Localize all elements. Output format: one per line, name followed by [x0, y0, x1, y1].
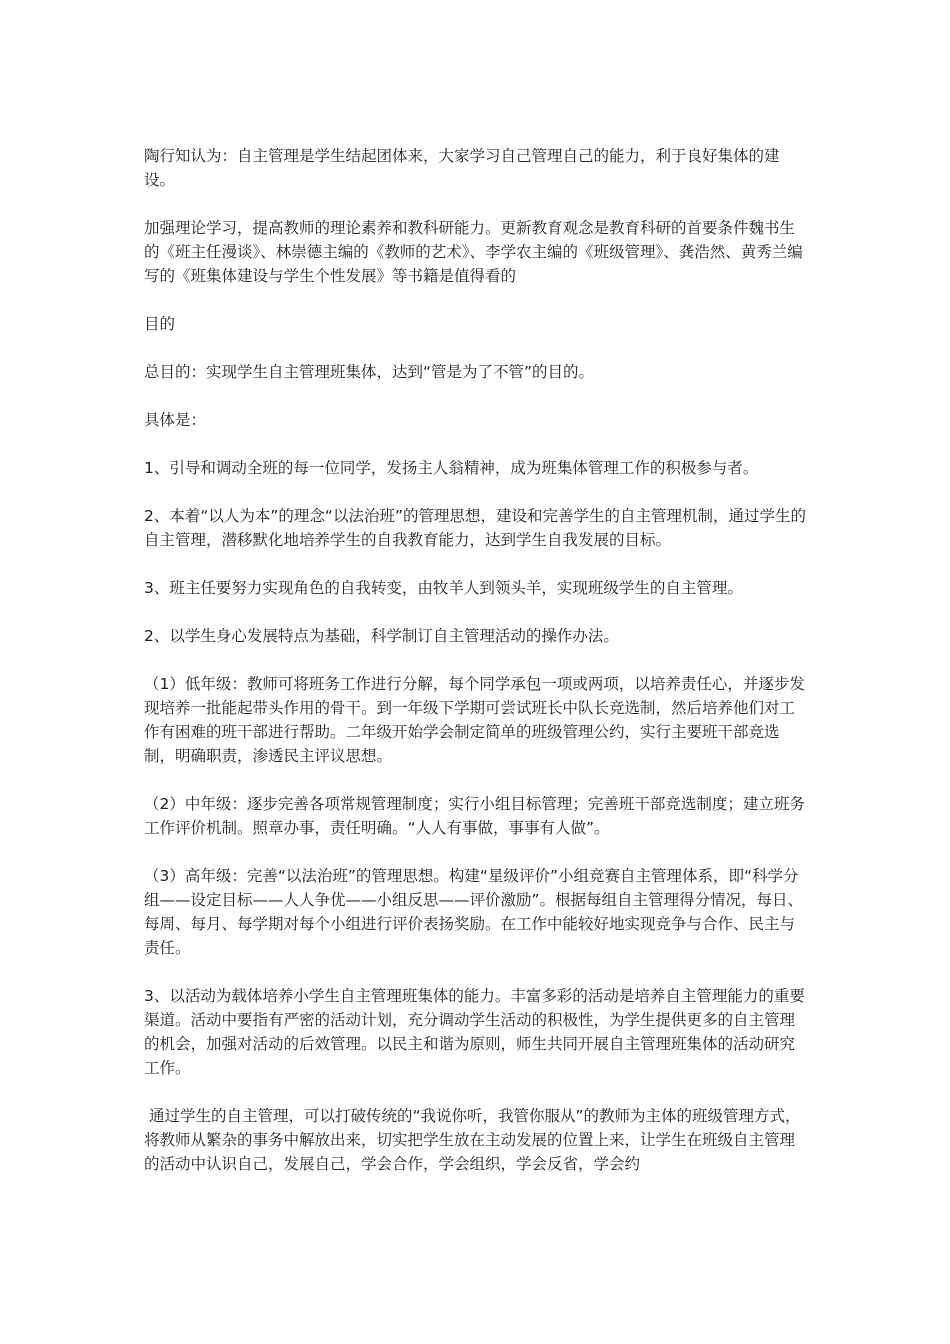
paragraph-middle-grade: （2）中年级：逐步完善各项常规管理制度；实行小组目标管理；完善班干部竞选制度；建立班务工作评价机制。照章办事，责任明确。“人人有事做，事事有人做”。 — [144, 795, 805, 837]
list-item-3: 3、班主任要努力实现角色的自我转变，由牧羊人到领头羊，实现班级学生的自主管理。 — [144, 579, 743, 597]
list-item-2: 2、本着“以人为本”的理念“以法治班”的管理思想，建设和完善学生的自主管理机制，通过学生的自主管理，潜移默化地培养学生的自我教育能力，达到学生自我发展的目标。 — [144, 507, 806, 549]
paragraph-conclusion: 通过学生的自主管理，可以打破传统的“我说你听，我管你服从”的教师为主体的班级管理方式，将教师从繁杂的事务中解放出来，切实把学生放在主动发展的位置上来，让学生在班级自主管理的活动中认识自己，发展自己，学会合作，学会组织，学会反省，学会约 — [144, 1107, 801, 1173]
paragraph-intro-quote: 陶行知认为：自主管理是学生结起团体来，大家学习自己管理自己的能力，利于良好集体的建设。 — [144, 147, 780, 189]
paragraph-high-grade: （3）高年级：完善“以法治班”的管理思想。构建“星级评价”小组竞赛自主管理体系，即“科学分组——设定目标——人人争优——小组反思——评价激励”。根据每组自主管理得分情况，每日、每周、每月、每学期对每个小组进行评价表扬奖励。在工作中能较好地实现竞争与合作、民主与责任。 — [144, 867, 804, 957]
list-item-method-2: 2、以学生身心发展特点为基础，科学制订自主管理活动的操作办法。 — [144, 627, 619, 645]
list-item-1: 1、引导和调动全班的每一位同学，发扬主人翁精神，成为班集体管理工作的积极参与者。 — [144, 459, 759, 477]
paragraph-specific-intro: 具体是： — [144, 411, 207, 429]
document-body — [144, 144, 810, 1200]
paragraph-overall-goal: 总目的：实现学生自主管理班集体，达到“管是为了不管”的目的。 — [144, 363, 595, 381]
paragraph-low-grade: （1）低年级：教师可将班务工作进行分解，每个同学承包一项或两项，以培养责任心，并逐步发现培养一批能起带头作用的骨干。到一年级下学期可尝试班长中队长竞选制，然后培养他们对工作有困难的班干部进行帮助。二年级开始学会制定简单的班级管理公约，实行主要班干部竞选制，明确职责，渗透民主评议思想。 — [144, 675, 805, 765]
section-heading-purpose: 目的 — [144, 315, 176, 333]
list-item-method-3: 3、以活动为载体培养小学生自主管理班集体的能力。丰富多彩的活动是培养自主管理能力的重要渠道。活动中要指有严密的活动计划，充分调动学生活动的积极性，为学生提供更多的自主管理的机会，加强对活动的后效管理。以民主和谐为原则，师生共同开展自主管理班集体的活动研究工作。 — [144, 987, 805, 1077]
paragraph-theory-study: 加强理论学习，提高教师的理论素养和教科研能力。更新教育观念是教育科研的首要条件魏书生的《班主任漫谈》、林崇德主编的《教师的艺术》、李学农主编的《班级管理》、龚浩然、黄秀兰编写的《班集体建设与学生个性发展》等书籍是值得看的 — [144, 219, 803, 285]
